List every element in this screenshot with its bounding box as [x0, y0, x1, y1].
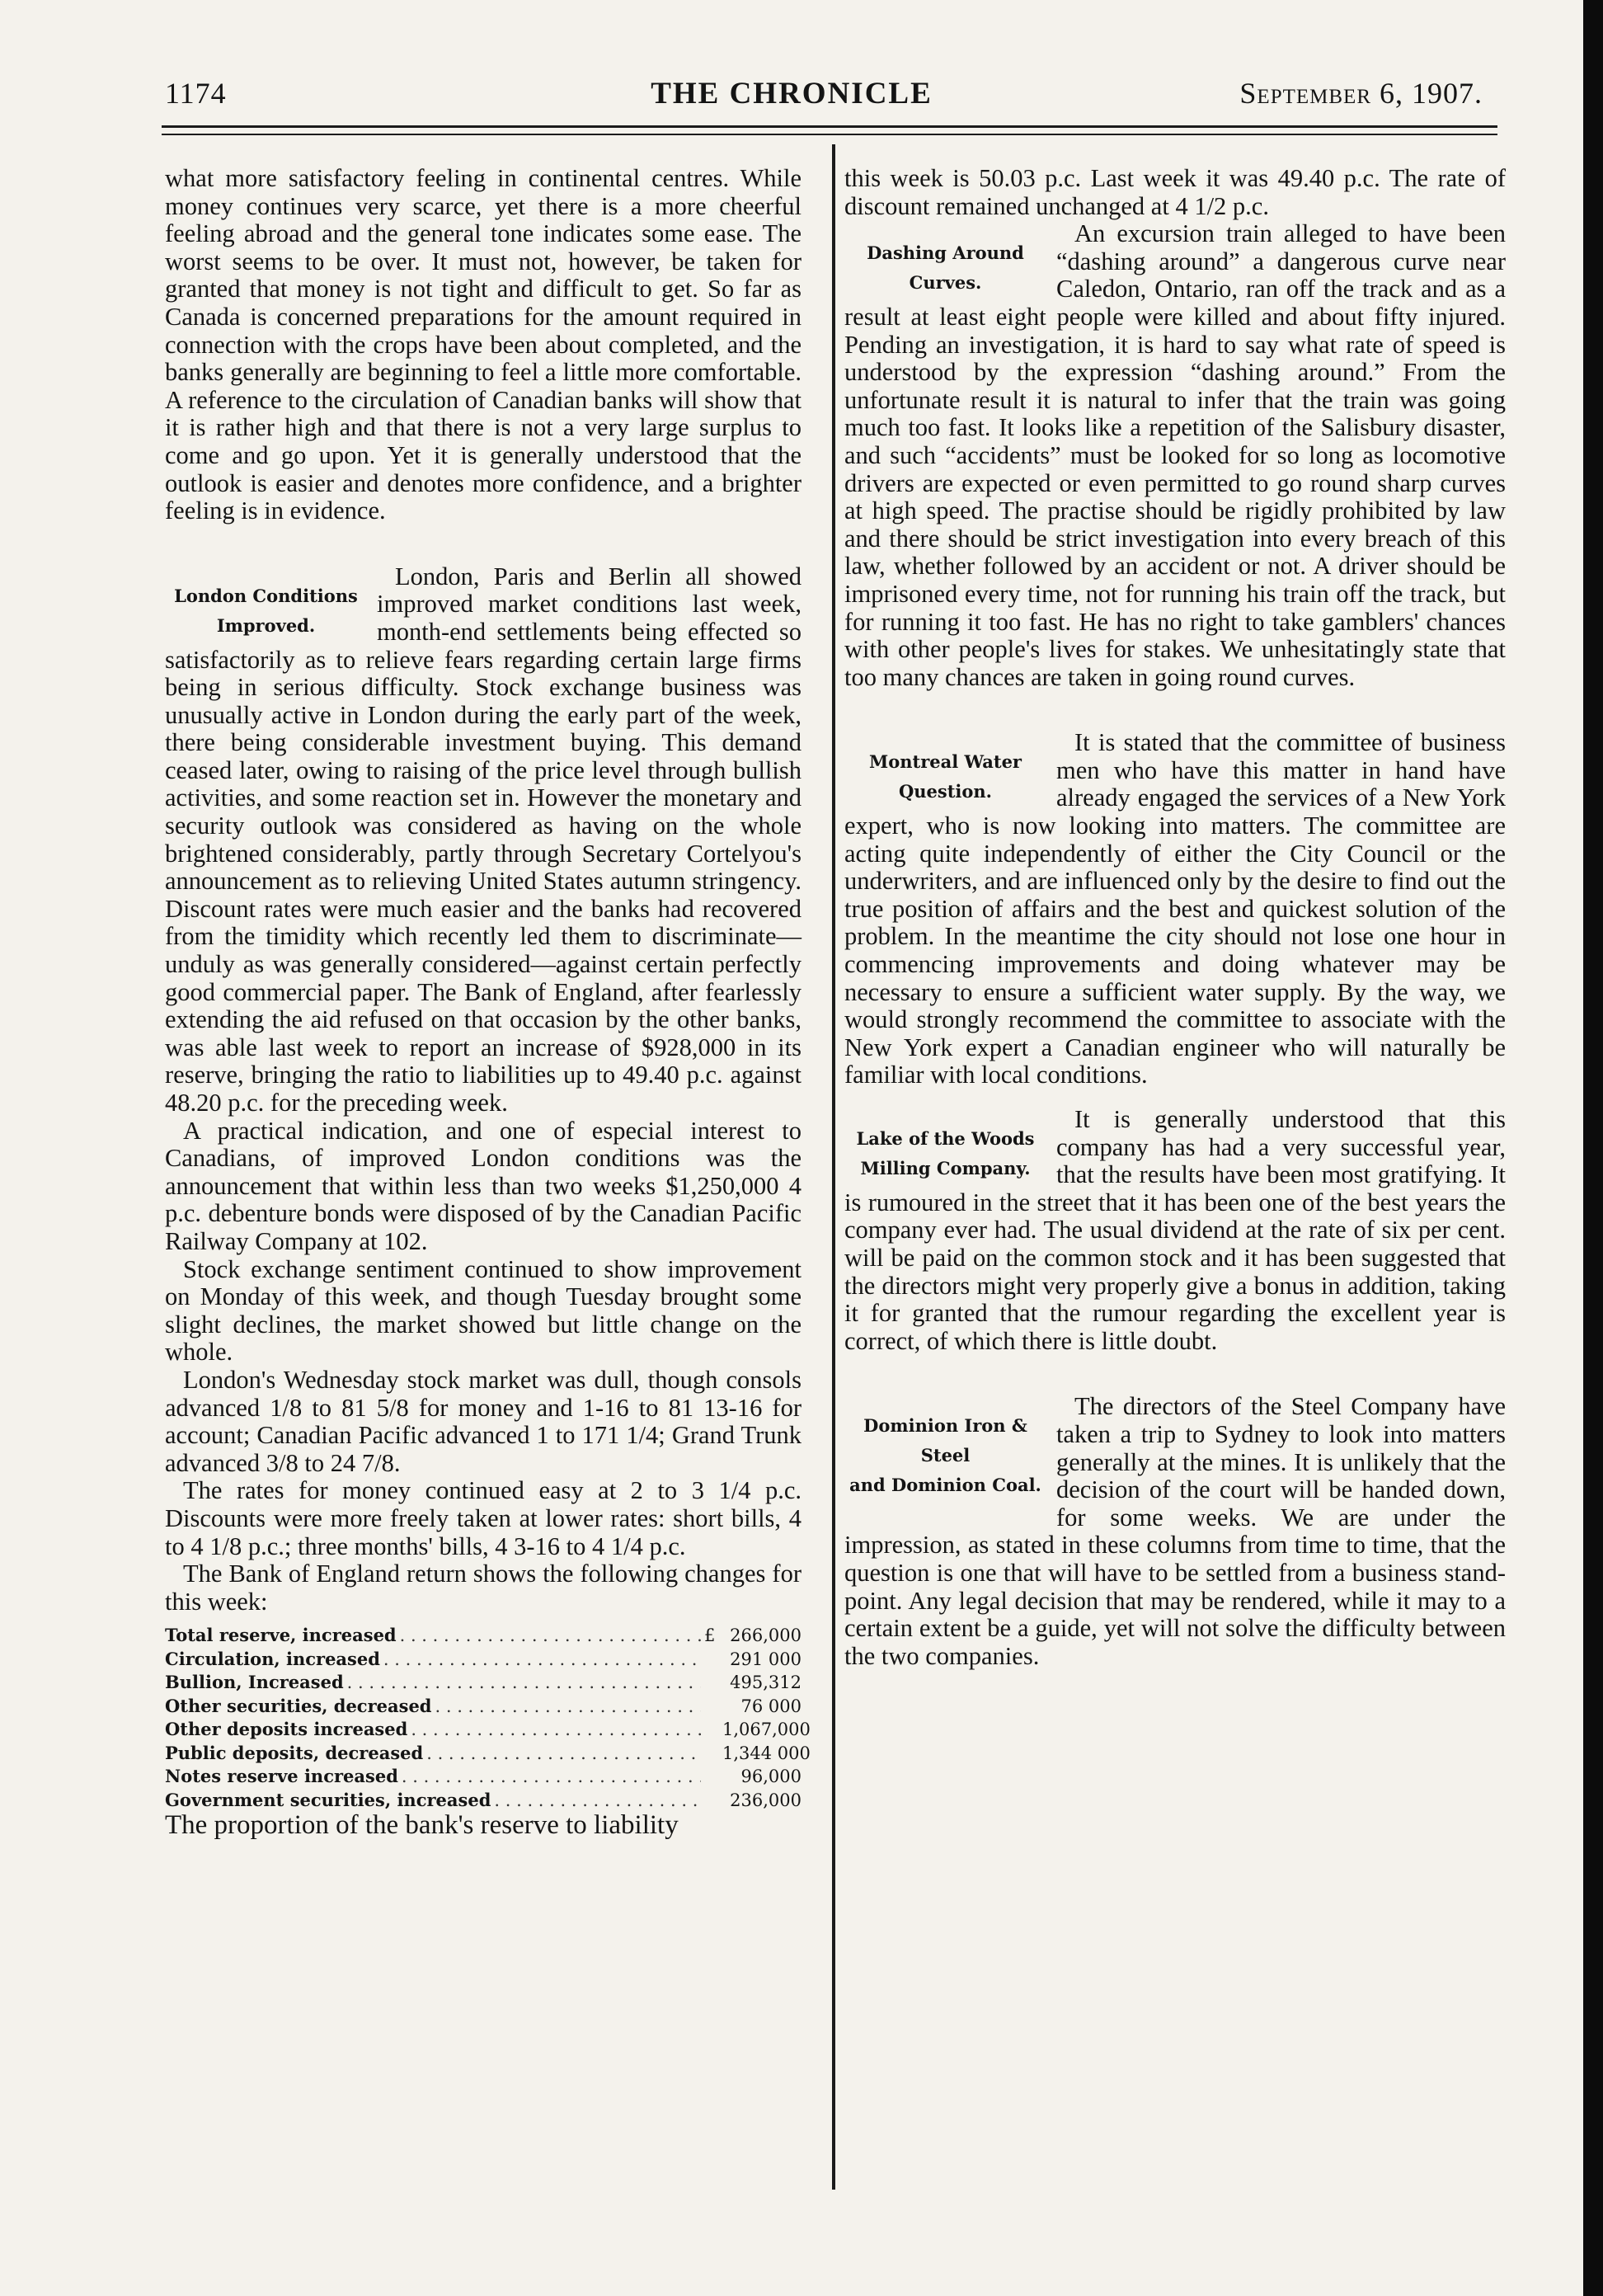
side-heading	[844, 1124, 1046, 1183]
section-london-conditions	[165, 563, 802, 1117]
continued-line: The proportion of the bank's reserve to liability	[165, 1810, 679, 1841]
table-row: Bullion, Increased . . . 495,312	[165, 1671, 802, 1695]
paragraph-exchange-sentiment: Stock exchange sentiment continued to show improvement on Monday of this week, and though Tuesday brought some slight declines, the market showed but little change on the whole.	[165, 1254, 802, 1367]
side-heading-line: Question.	[898, 781, 992, 802]
paragraph-practical-indication: A practical indication, and one of especial interest to Canadians, of improved London conditions was the announcement that within less than two weeks $1,250,000 4 p.c. debenture bonds were disposed of by the Canadian Pacific Railway Company at 102.	[165, 1116, 802, 1255]
section-body: The directors of the Steel Company have taken a trip to Sydney to look into matters generally at the mines. It is unlikely that the decision of the court will be handed down, for some weeks. We are under the impression, as stated in these columns from time to time, that the question is one that will have to be settled from a business stand-point. Any legal decision that may be rendered, while it may to a certain extent be a guide, yet will not solve the difficulty between the two companies.	[844, 1392, 1506, 1670]
side-heading-line: Dashing Around	[867, 242, 1024, 264]
side-heading-line: Lake of the Woods	[856, 1128, 1035, 1149]
section-body: London, Paris and Berlin all showed improved market conditions last week, month-end settlements being effected so satisfactorily as to relieve fears regarding certain large firms being in serious difficulty. Stock exchange business was unusually active in London during the early part of the week, there being considerable investment buying. This demand ceased later, owing to raising of the price level through bullish activities, and some reaction set in. However the monetary and security outlook was considered as having on the whole brightened considerably, partly through Secretary Cortelyou's announcement as to relieving United States autumn stringency. Discount rates were much easier and the banks had recovered from the timidity which recently led them to discriminate—unduly as was generally considered—against certain perfectly good commercial paper. The Bank of England, after fearlessly extending the aid refused on that occasion by the other banks, was able last week to report an increase of $928,000 in its reserve, bringing the ratio to liabilities up to 49.40 p.c. against 48.20 p.c. for the preceding week.	[165, 562, 802, 1117]
side-heading	[844, 238, 1046, 298]
header-rule-thin	[162, 134, 1497, 135]
table-row: Other deposits increased . . . 1,067,000	[165, 1718, 802, 1742]
side-heading-line: Curves.	[909, 272, 982, 294]
opening-paragraph: what more satisfactory feeling in continental centres. While money continues very scarce, yet there is a more cheerful feeling abroad and the general tone indicates some ease. The worst seems to be over. It must not, however, be taken for granted that money is not tight and difficult to get. So far as Canada is concerned preparations for the amount required in connection with the crops have been about completed, and the banks generally are beginning to feel a little more comfortable. A reference to the circulation of Canadian banks will show that it is rather high and that there is not a very large surplus to come and go upon. Yet it is generally understood that the outlook is easier and denotes more confidence, and a brighter feeling is in evidence.	[165, 164, 802, 525]
header-rule	[162, 125, 1497, 128]
table-row: Notes reserve increased . . . 96,000	[165, 1765, 802, 1789]
table-row: Total reserve, increased . . . £ 266,000	[165, 1624, 802, 1648]
carry-over-paragraph: this week is 50.03 p.c. Last week it was 49.40 p.c. The rate of discount remained unchanged at 4 1/2 p.c.	[844, 164, 1506, 220]
section-body: It is generally understood that this company has had a very successful year, that the results have been most gratifying. It is rumoured in the street that it has been one of the best years the company ever had. The usual dividend at the rate of six per cent. will be paid on the common stock and it has been suggested that the directors might very properly give a bonus in addition, taking it for granted that the rumour regarding the excellent year is correct, of which there is little doubt.	[844, 1105, 1506, 1355]
paragraph-wednesday-market: London's Wednesday stock market was dull, though consols advanced 1/8 to 81 5/8 for money and 1-16 to 81 13-16 for account; Canadian Pacific advanced 1 to 171 1/4; Grand Trunk advanced 3/8 to 24 7/8.	[165, 1365, 802, 1477]
right-column	[844, 165, 1506, 1670]
issue-date: September 6, 1907.	[1239, 77, 1483, 110]
section-body: It is stated that the committee of business men who have this matter in hand have already engaged the services of a New York expert, who is now looking into matters. The committee are acting quite independently of either the City Council or the underwriters, and are influenced only by the desire to find out the true position of affairs and the best and quickest solution of the problem. In the meantime the city should not lose one hour in commencing improvements and doing whatever may be necessary to ensure a sufficient water supply. By the way, we would strongly recommend the committee to associate with the New York expert a Canadian engineer who will naturally be familiar with local conditions.	[844, 728, 1506, 1089]
side-heading-line: and Dominion Coal.	[849, 1475, 1041, 1496]
paragraph-money-rates: The rates for money continued easy at 2 to 3 1/4 p.c. Discounts were more freely taken at lower rates: short bills, 4 to 4 1/8 p.c.; three months' bills, 4 3-16 to 4 1/4 p.c.	[165, 1476, 802, 1560]
table-row: Other securities, decreased . . . 76 000	[165, 1695, 802, 1719]
side-heading-line: London Conditions	[174, 585, 358, 606]
table-row: Government securities, increased . . . 236,000	[165, 1789, 802, 1813]
section-montreal-water-question	[844, 729, 1506, 1089]
paragraph-bank-return: The Bank of England return shows the following changes for this week:	[165, 1560, 802, 1616]
side-heading-line: Improved.	[216, 614, 316, 636]
table-row: Circulation, increased . . . 291 000	[165, 1648, 802, 1672]
column-divider	[832, 144, 835, 2190]
section-body: An excursion train alleged to have been “dashing around” a dangerous curve near Caledon, Ontario, ran off the track and as a result at least eight people were killed and about fifty injured. Pending an investigation, it is hard to say what rate of speed is understood by the expression “dashing around.” From the unfortunate result it is natural to infer that the train was going much too fast. It looks like a repetition of the Salisbury disaster, and such “accidents” must be looked for so long as locomotive drivers are expected or even permitted to go round sharp curves at high speed. The practise should be rigidly prohibited by law and there should be strict investigation into every breach of this law, whether followed by an accident or not. A driver should be imprisoned every time, not for running his train off the track, but for running it too fast. He has no right to take gamblers' chances with other people's lives for stakes. We unhesitatingly state that too many chances are taken in going round curves.	[844, 219, 1506, 691]
side-heading-line: Milling Company.	[860, 1158, 1031, 1179]
left-column	[165, 164, 811, 1841]
side-heading	[844, 747, 1046, 807]
side-heading-line: Dominion Iron & Steel	[863, 1415, 1027, 1466]
scan-edge	[1583, 0, 1603, 2296]
side-heading	[844, 1411, 1046, 1500]
section-lake-of-the-woods	[844, 1106, 1506, 1355]
bank-return-table	[165, 1624, 811, 1812]
publication-title: THE CHRONICLE	[651, 77, 933, 111]
section-dashing-around-curves	[844, 220, 1506, 691]
page-number: 1174	[165, 77, 227, 110]
section-dominion-iron-steel	[844, 1393, 1506, 1670]
side-heading-line: Montreal Water	[868, 751, 1022, 773]
side-heading	[165, 581, 367, 641]
table-row: Public deposits, decreased . . . 1,344 000	[165, 1742, 802, 1766]
